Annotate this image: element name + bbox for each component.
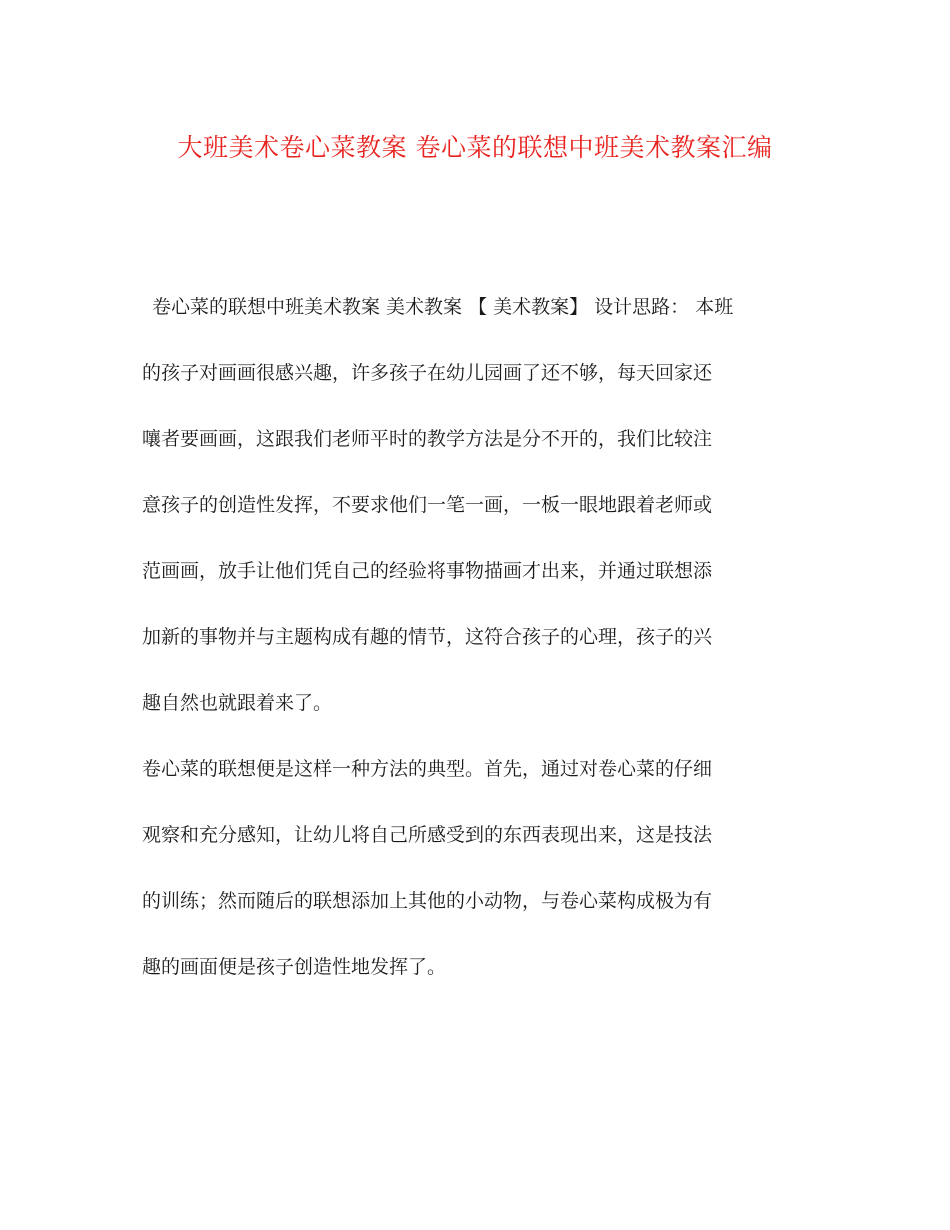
body-line-7: 趣自然也就跟着来了。 — [142, 692, 333, 714]
body-line-2: 的孩子对画画很感兴趣，许多孩子在幼儿园画了还不够，每天回家还 — [142, 362, 713, 384]
body-line-8: 卷心菜的联想便是这样一种方法的典型。首先，通过对卷心菜的仔细 — [142, 758, 713, 780]
document-body — [142, 283, 808, 1009]
body-line-3: 嚷者要画画，这跟我们老师平时的教学方法是分不开的，我们比较注 — [142, 428, 713, 450]
body-line-9: 观察和充分感知，让幼儿将自己所感受到的东西表现出来，这是技法 — [142, 824, 713, 846]
body-line-4: 意孩子的创造性发挥，不要求他们一笔一画，一板一眼地跟着老师或 — [142, 494, 713, 516]
body-line-5: 范画画，放手让他们凭自己的经验将事物描画才出来，并通过联想添 — [142, 560, 713, 582]
body-line-10: 的训练；然而随后的联想添加上其他的小动物，与卷心菜构成极为有 — [142, 890, 713, 912]
body-line-6: 加新的事物并与主题构成有趣的情节，这符合孩子的心理，孩子的兴 — [142, 626, 713, 648]
body-line-11: 趣的画面便是孩子创造性地发挥了。 — [142, 956, 447, 978]
body-line-1: 卷心菜的联想中班美术教案 美术教案 【 美术教案】 设计思路： 本班 — [152, 296, 734, 318]
document-title: 大班美术卷心菜教案 卷心菜的联想中班美术教案汇编 — [177, 133, 773, 162]
